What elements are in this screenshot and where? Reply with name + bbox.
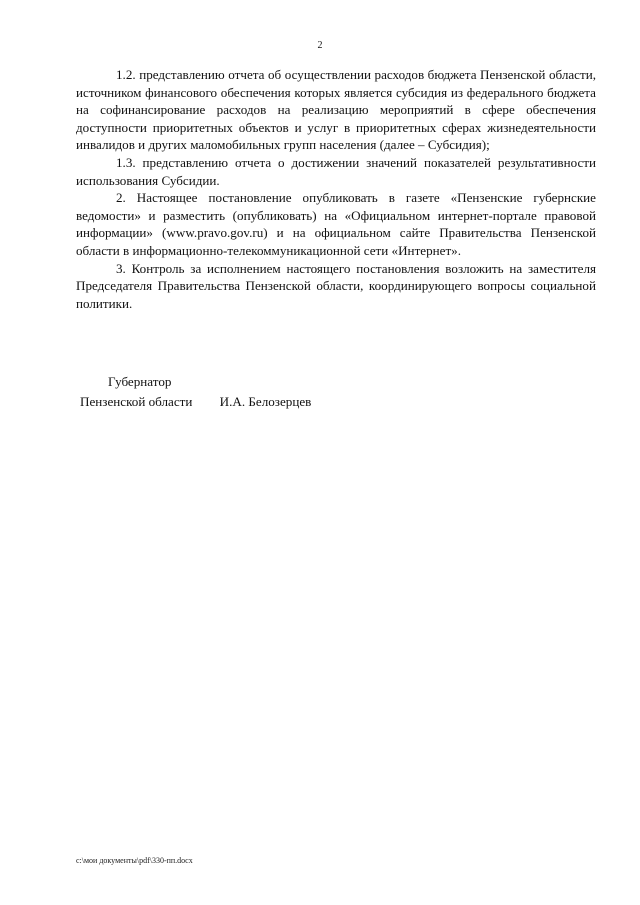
signature-block xyxy=(76,372,596,412)
signatory-name: И.А. Белозерцев xyxy=(219,394,312,409)
paragraph-1-2: 1.2. представлению отчета об осуществлении расходов бюджета Пензенской области, источником финансового обеспечения которых является субсидия из федерального бюджета на софинансирование расходов на реализацию мероприятий в сфере обеспечения доступности приоритетных объектов и услуг в приоритетных сферах жизнедеятельности инвалидов и других маломобильных групп населения (далее – Субсидия); xyxy=(76,67,596,153)
signature-row xyxy=(76,392,596,412)
document-body xyxy=(76,66,596,312)
paragraph-3: 3. Контроль за исполнением настоящего постановления возложить на заместителя Председателя Правительства Пензенской области, координирующего вопросы социальной политики. xyxy=(76,260,596,311)
signatory-title-line2: Пензенской области xyxy=(80,394,193,409)
footer-file-path: c:\мои документы\pdf\330-пп.docx xyxy=(76,856,193,865)
paragraph-1-3: 1.3. представлению отчета о достижении значений показателей результативности использования Субсидии. xyxy=(76,154,596,188)
signatory-title-line1: Губернатор xyxy=(108,374,172,389)
page-number: 2 xyxy=(317,40,323,51)
paragraph-2: 2. Настоящее постановление опубликовать в газете «Пензенские губернские ведомости» и разместить (опубликовать) на «Официальном интернет-портале правовой информации» (www.pravo.gov.ru) и на официальном сайте Правительства Пензенской области в информационно-телекоммуникационной сети «Интернет». xyxy=(76,190,596,258)
